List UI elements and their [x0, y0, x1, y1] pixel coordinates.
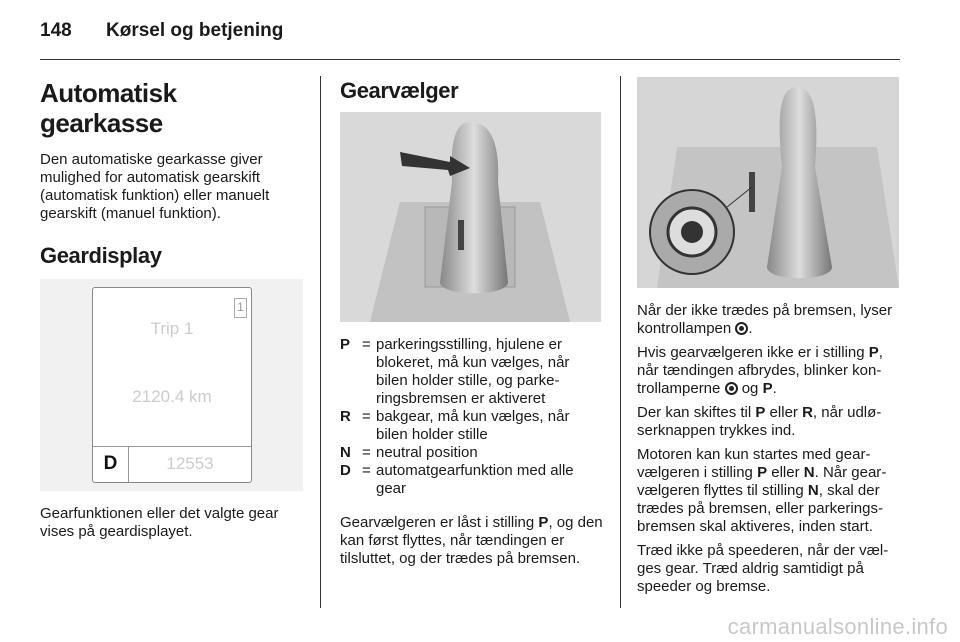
left-column: [40, 78, 304, 547]
release-button-figure: [637, 77, 899, 288]
column-divider: [620, 76, 621, 608]
accelerator-paragraph: Træd ikke på speederen, når der vælges gear. Træd aldrig samtidigt på speeder og bremse.: [637, 542, 889, 595]
brake-warning-icon: [725, 382, 738, 395]
trip-icon: 1: [234, 298, 247, 318]
page-header: [40, 20, 283, 42]
gear-lever-illustration: [340, 112, 601, 322]
middle-column: [340, 78, 604, 574]
lock-paragraph: Gearvælgeren er låst i stilling P, og den kan først flyttes, når tændingen er tilsluttet, og der trædes på bremsen.: [340, 514, 603, 567]
start-paragraph: Motoren kan kun startes med gearvælgeren i stilling P eller N. Når gearvælgeren flyttes til stilling N, skal der trædes på bremsen, eller parkeringsbremsen skal aktiveres, inden start.: [637, 446, 887, 535]
section-heading: Geardisplay: [40, 243, 162, 268]
shift-paragraph: Der kan skiftes til P eller R, når udløserknappen trykkes ind.: [637, 404, 882, 439]
gear-position-item: P = parkeringsstilling, hjulene er blokeret, må kun vælges, når bilen holder stille, og parkeringsbremsen er aktiveret: [340, 336, 570, 407]
section-heading: Gearvælger: [340, 78, 459, 103]
gear-selector-figure: [340, 112, 601, 322]
ignition-paragraph: Hvis gearvælgeren ikke er i stilling P, når tændingen afbrydes, blinker kontrollamperne og P.: [637, 344, 883, 397]
trip-label: Trip 1: [150, 319, 194, 338]
gear-position-item: R = bakgear, må kun vælges, når bilen holder stille: [340, 408, 570, 443]
header-rule: [40, 59, 900, 60]
odometer: 12553: [166, 454, 214, 473]
trip-distance: 2120.4 km: [132, 387, 212, 406]
page-number: 148: [40, 20, 72, 41]
watermark: carmanualsonline.info: [727, 614, 948, 639]
gear-lever-closeup-illustration: [637, 77, 899, 288]
gear-positions-list: [340, 336, 604, 498]
gear-display: [92, 287, 252, 483]
chapter-title: Automatisk gearkasse: [40, 78, 177, 138]
brake-warning-icon: [735, 322, 748, 335]
gear-position-item: N = neutral position: [340, 444, 478, 461]
gear-display-figure: [40, 279, 303, 491]
gear-indicator: D: [93, 447, 129, 482]
column-divider: [320, 76, 321, 608]
right-column: [637, 77, 901, 602]
warning-lamp-paragraph: Når der ikke trædes på bremsen, lyser kontrollampen .: [637, 302, 893, 337]
intro-paragraph: Den automatiske gearkasse giver mulighed for automatisk gearskift (automatisk funktion) eller manuelt gearskift (manuel funktion).: [40, 151, 270, 222]
section-title: Kørsel og betjening: [106, 20, 284, 41]
gear-position-item: D = automatgearfunktion med alle gear: [340, 462, 574, 497]
display-caption: Gearfunktionen eller det valgte gear vises på geardisplayet.: [40, 505, 279, 540]
